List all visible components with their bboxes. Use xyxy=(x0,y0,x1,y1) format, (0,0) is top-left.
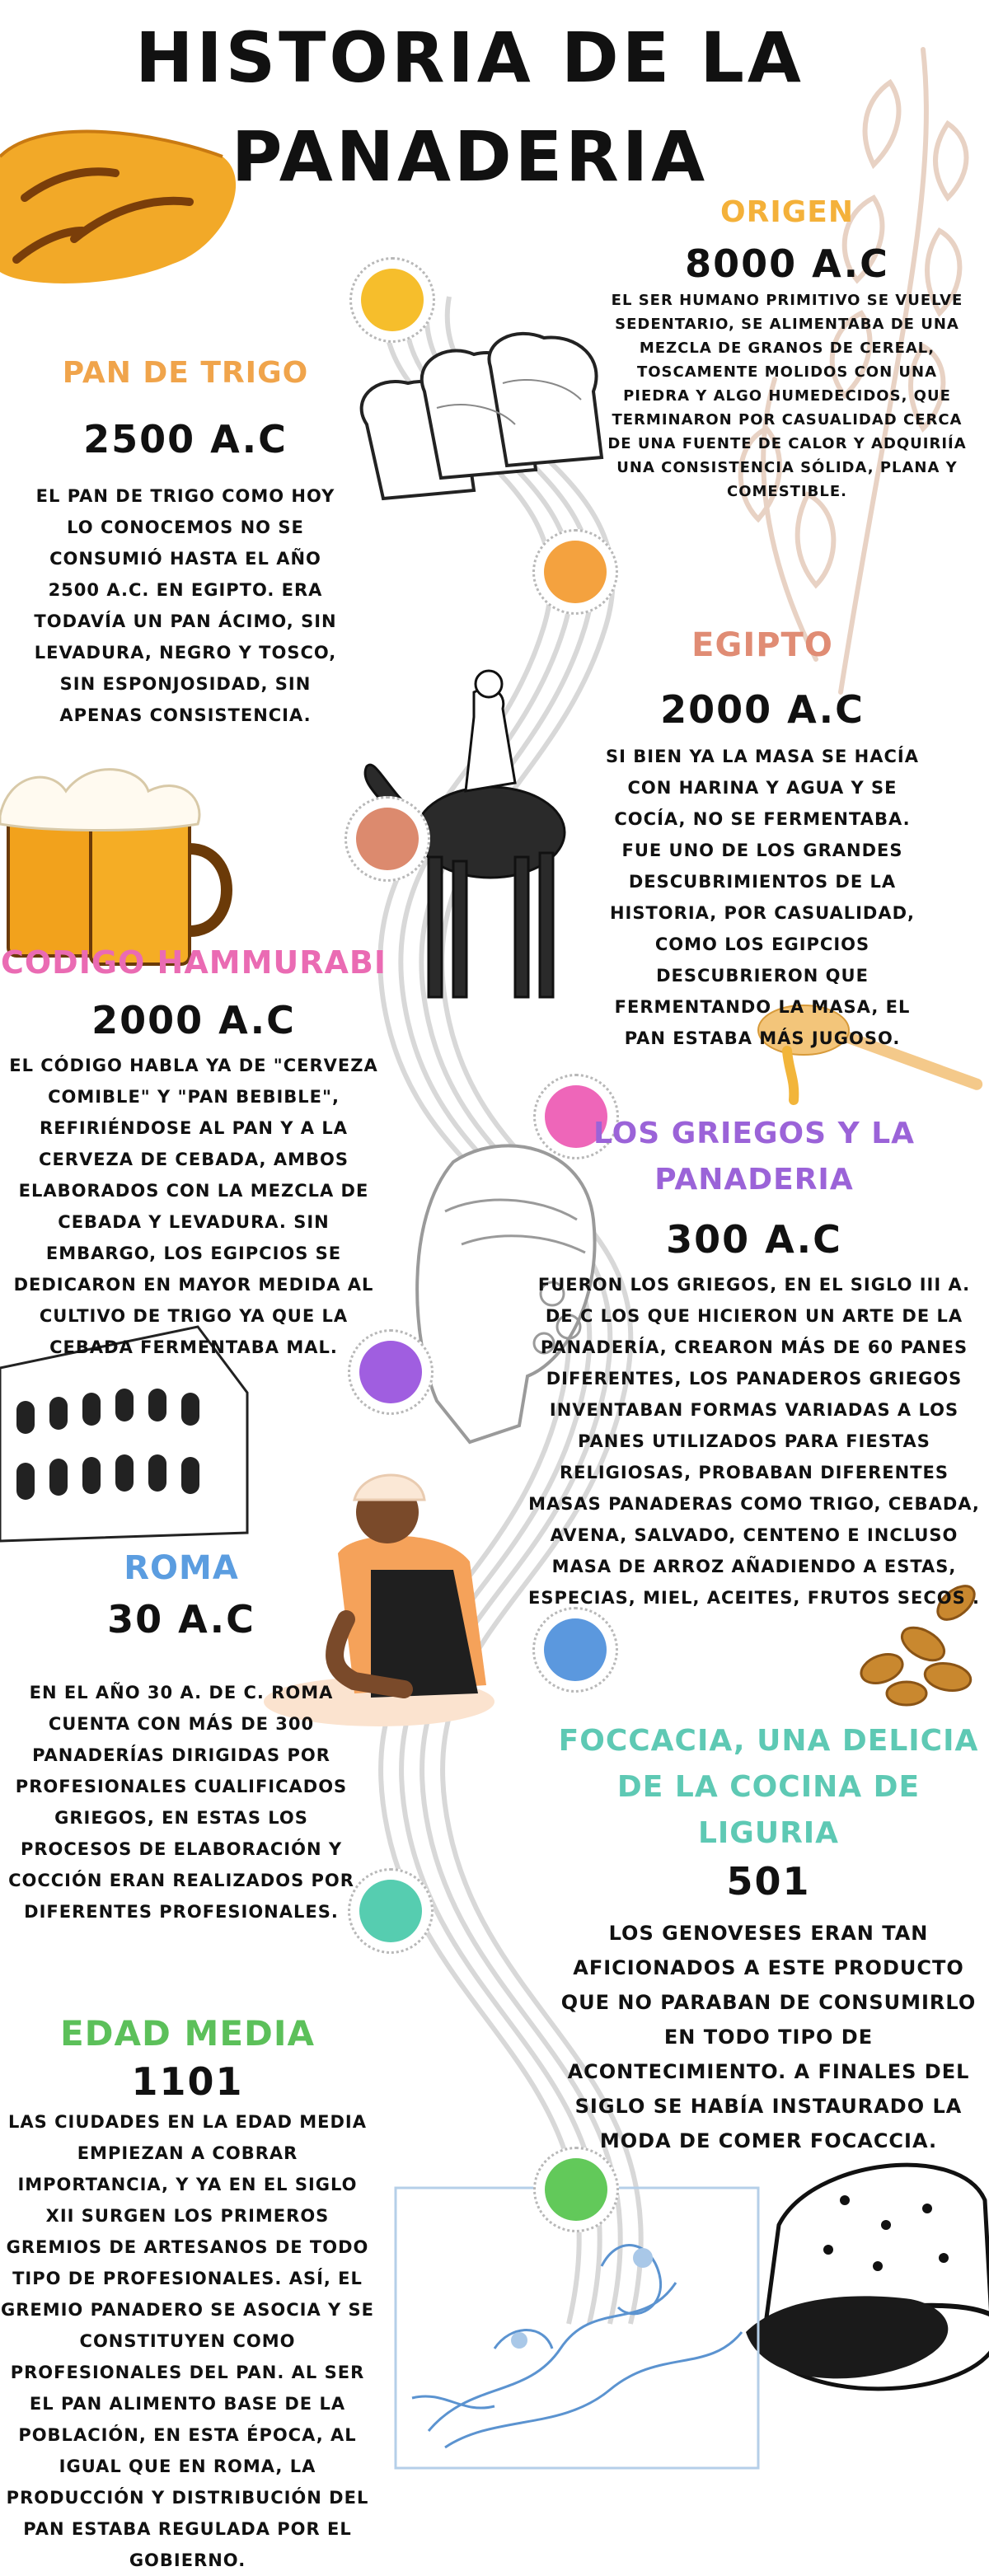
section-foccacia xyxy=(548,1718,989,2158)
section-heading-line2: PANADERIA xyxy=(654,1163,854,1197)
section-text: EN EL AÑO 30 A. DE C. ROMA CUENTA CON MÁS DE 300 PANADERÍAS DIRIGIDAS POR PROFESIONALES CUALIFICADOS GRIEGOS, EN ESTAS LOS PROCESOS DE ELABORACIÓN Y COCCIÓN ERAN REALIZADOS POR DIFERENTES PROFESIONALES. xyxy=(8,1683,354,1922)
timeline-dot-pan-trigo xyxy=(532,529,618,615)
timeline-dot-fill xyxy=(359,1880,422,1942)
section-heading: ORIGEN xyxy=(720,195,854,229)
section-year: 501 xyxy=(726,1859,811,1904)
section-year: 300 A.C xyxy=(666,1217,842,1262)
section-origen xyxy=(602,190,973,503)
timeline-dot-fill xyxy=(544,541,607,603)
timeline-dot-fill xyxy=(545,2158,607,2221)
section-year: 1101 xyxy=(131,2059,244,2104)
section-heading: EDAD MEDIA xyxy=(59,2013,316,2054)
page-title-line1: HISTORIA DE LA xyxy=(135,17,804,98)
section-year: 30 A.C xyxy=(107,1597,255,1642)
section-roma xyxy=(0,1545,363,1927)
section-heading-line1: FOCCACIA, UNA DELICIA xyxy=(558,1724,979,1758)
timeline-dot-roma xyxy=(532,1607,618,1693)
timeline-dot-egipto xyxy=(345,796,430,882)
section-text: LOS GENOVESES ERAN TAN AFICIONADOS A ESTE PRODUCTO QUE NO PARABAN DE CONSUMIRLO EN TODO TIPO DE ACONTECIMIENTO. A FINALES DEL SIGLO SE HABÍA INSTAURADO LA MODA DE COMER FOCACCIA. xyxy=(560,1922,977,2152)
section-year: 2500 A.C xyxy=(83,417,288,461)
section-text: FUERON LOS GRIEGOS, EN EL SIGLO III A. DE C LOS QUE HICIERON UN ARTE DE LA PANADERÍA, CREARON MÁS DE 60 PANES DIFERENTES, LOS PANADEROS GRIEGOS INVENTABAN FORMAS VARIADAS A LOS PANES UTILIZADOS PARA FIESTAS RELIGIOSAS, PROBABAN DIFERENTES MASAS PANADERAS COMO TRIGO, CEBADA, AVENA, SALVADO, CENTENO E INCLUSO MASA DE ARROZ AÑADIENDO A ESTAS, ESPECIAS, MIEL, ACEITES, FRUTOS SECOS . xyxy=(527,1275,981,1608)
bread-slices-illustration xyxy=(350,326,622,507)
section-year: 8000 A.C xyxy=(685,241,889,286)
section-heading: ROMA xyxy=(124,1549,239,1587)
section-text: SI BIEN YA LA MASA SE HACÍA CON HARINA Y AGUA Y SE COCÍA, NO SE FERMENTABA. FUE UNO DE LOS GRANDES DESCUBRIMIENTOS DE LA HISTORIA, POR CASUALIDAD, COMO LOS EGIPCIOS DESCUBRIERON QUE FERMENTANDO LA MASA, EL PAN ESTABA MÁS JUGOSO. xyxy=(606,747,919,1048)
timeline-dot-origen xyxy=(349,257,435,343)
section-heading-line2: DE LA COCINA DE xyxy=(616,1770,921,1804)
section-heading: CODIGO HAMMURABI xyxy=(0,944,387,981)
section-text: EL PAN DE TRIGO COMO HOY LO CONOCEMOS NO SE CONSUMIÓ HASTA EL AÑO 2500 A.C. EN EGIPTO. ERA TODAVÍA UN PAN ÁCIMO, SIN LEVADURA, NEGRO Y TOSCO, SIN ESPONJOSIDAD, SIN APENAS CONSISTENCIA. xyxy=(34,486,337,725)
section-egipto xyxy=(598,622,927,1054)
timeline-dot-fill xyxy=(544,1618,607,1681)
section-griegos xyxy=(523,1111,985,1614)
section-year: 2000 A.C xyxy=(660,687,865,732)
timeline-dot-fill xyxy=(361,269,424,331)
section-heading-line3: LIGURIA xyxy=(697,1816,840,1850)
section-text: EL CÓDIGO HABLA YA DE "CERVEZA COMIBLE" Y "PAN BEBIBLE", REFIRIÉNDOSE AL PAN Y A LA CERVEZA DE CEBADA, AMBOS ELABORADOS CON LA MEZCLA DE CEBADA Y LEVADURA. SIN EMBARGO, LOS EGIPCIOS SE DEDICARON EN MAYOR MEDIDA AL CULTIVO DE TRIGO YA QUE LA CEBADA FERMENTABA MAL. xyxy=(9,1056,378,1357)
section-heading: EGIPTO xyxy=(691,626,833,664)
section-heading: PAN DE TRIGO xyxy=(62,356,309,390)
timeline-dot-fill xyxy=(356,808,419,870)
timeline-dot-edad-media xyxy=(533,2147,619,2232)
section-heading-line1: LOS GRIEGOS Y LA xyxy=(593,1117,915,1150)
section-year: 2000 A.C xyxy=(91,998,296,1042)
page-title-line2: PANADERIA xyxy=(231,116,709,197)
section-text: LAS CIUDADES EN LA EDAD MEDIA EMPIEZAN A COBRAR IMPORTANCIA, Y YA EN EL SIGLO XII SURGEN LOS PRIMEROS GREMIOS DE ARTESANOS DE TODO TIPO DE PROFESIONALES. ASÍ, EL GREMIO PANADERO SE ASOCIA Y SE CONSTITUYEN COMO PROFESIONALES DEL PAN. AL SER EL PAN ALIMENTO BASE DE LA POBLACIÓN, EN ESTA ÉPOCA, AL IGUAL QUE EN ROMA, LA PRODUCCIÓN Y DISTRIBUCIÓN DEL PAN ESTABA REGULADA POR EL GOBIERNO. xyxy=(0,2112,375,2570)
section-hammurabi xyxy=(0,939,387,1363)
focaccia-illustration xyxy=(746,2134,989,2406)
section-edad-media xyxy=(0,2011,375,2576)
section-text: EL SER HUMANO PRIMITIVO SE VUELVE SEDENTARIO, SE ALIMENTABA DE UNA MEZCLA DE GRANOS DE CEREAL, TOSCAMENTE MOLIDOS CON UNA PIEDRA Y ALGO HUMEDECIDOS, QUE TERMINARON POR CASUALIDAD CERCA DE UNA FUENTE DE CALOR Y ADQUIRIÍA UNA CONSISTENCIA SÓLIDA, PLANA Y COMESTIBLE. xyxy=(607,292,967,500)
section-pan-trigo xyxy=(8,350,363,731)
page-title xyxy=(115,8,824,206)
